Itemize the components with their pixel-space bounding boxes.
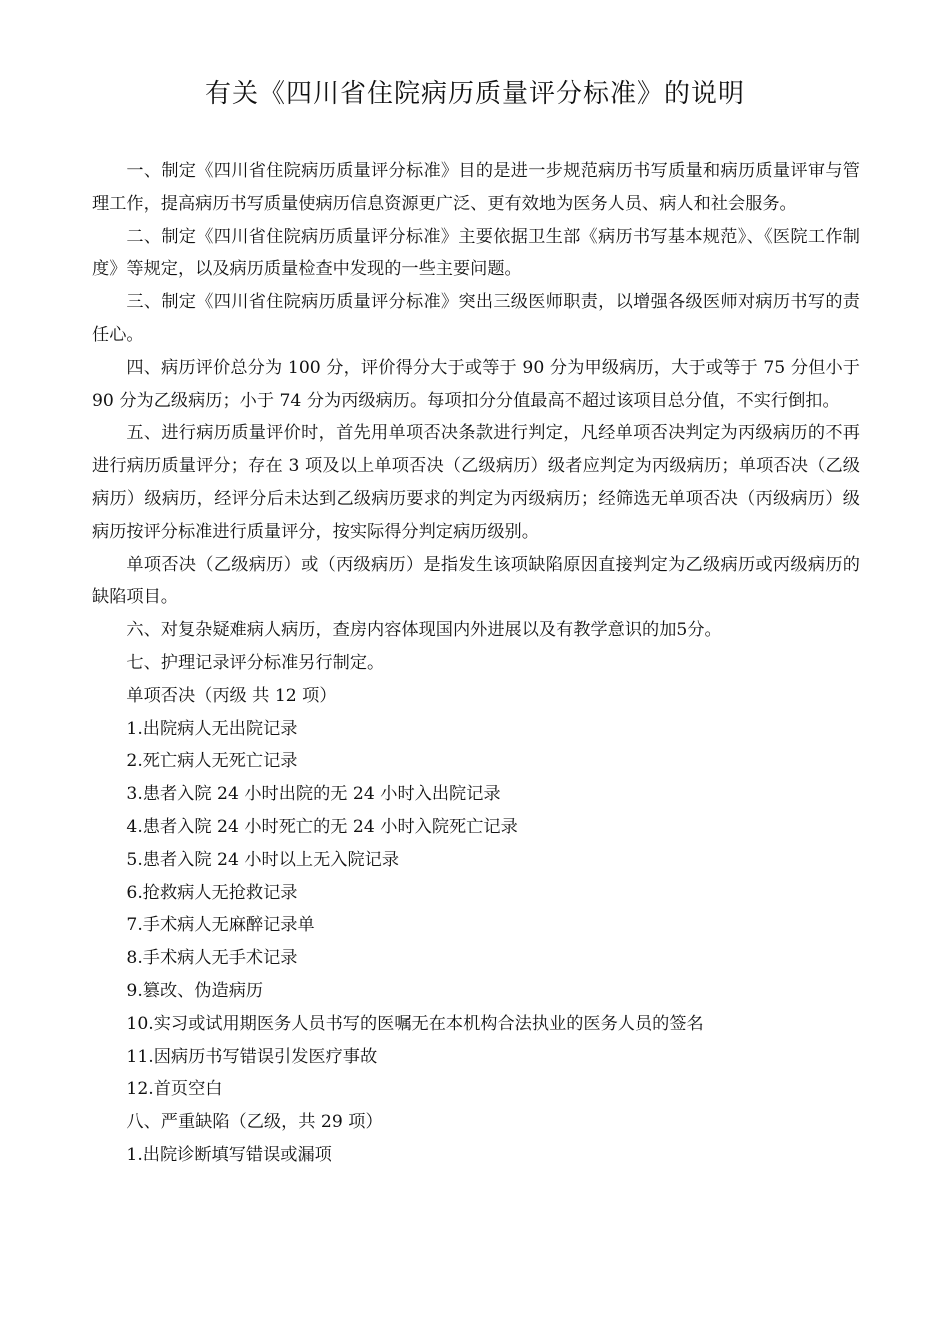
section-heading-serious-defects: 八、严重缺陷（乙级，共 29 项）: [126, 1112, 383, 1133]
list-item: 12.首页空白: [126, 1079, 223, 1100]
paragraph-evaluation-process: 五、进行病历质量评价时，首先用单项否决条款进行判定，凡经单项否决判定为丙级病历的不再进行病历质量评分；存在 3 项及以上单项否决（乙级病历）级者应判定为丙级病历；单项否决（乙级病历）级病历，经评分后未达到乙级病历要求的判定为丙级病历；经筛选无单项否决（丙级病历）级病历按评分标准进行质量评分，按实际得分判定病历级别。: [92, 423, 860, 542]
paragraph-basis: 二、制定《四川省住院病历质量评分标准》主要依据卫生部《病历书写基本规范》、《医院工作制度》等规定，以及病历质量检查中发现的一些主要问题。: [92, 226, 860, 280]
line-bonus: 六、对复杂疑难病人病历，查房内容体现国内外进展以及有教学意识的加5分。: [126, 620, 722, 641]
document-title: 有关《四川省住院病历质量评分标准》的说明: [204, 79, 745, 109]
list-item: 2.死亡病人无死亡记录: [126, 751, 298, 772]
paragraph-responsibility: 三、制定《四川省住院病历质量评分标准》突出三级医师职责，以增强各级医师对病历书写的责任心。: [92, 292, 860, 345]
list-item: 6.抢救病人无抢救记录: [126, 882, 298, 903]
line-nursing: 七、护理记录评分标准另行制定。: [126, 652, 385, 673]
list-item: 3.患者入院 24 小时出院的无 24 小时入出院记录: [126, 784, 501, 805]
list-item: 10.实习或试用期医务人员书写的医嘱无在本机构合法执业的医务人员的签名: [126, 1013, 704, 1034]
list-item: 7.手术病人无麻醉记录单: [126, 915, 315, 936]
list-item: 1.出院诊断填写错误或漏项: [126, 1144, 332, 1165]
paragraph-veto-definition: 单项否决（乙级病历）或（丙级病历）是指发生该项缺陷原因直接判定为乙级病历或丙级病历的缺陷项目。: [92, 554, 860, 608]
paragraph-purpose: 一、制定《四川省住院病历质量评分标准》目的是进一步规范病历书写质量和病历质量评审与管理工作，提高病历书写质量使病历信息资源更广泛、更有效地为医务人员、病人和社会服务。: [92, 161, 860, 214]
list-item: 4.患者入院 24 小时死亡的无 24 小时入院死亡记录: [126, 816, 518, 837]
list-item: 11.因病历书写错误引发医疗事故: [126, 1046, 378, 1067]
list-item: 5.患者入院 24 小时以上无入院记录: [126, 849, 400, 870]
section-heading-veto: 单项否决（丙级 共 12 项）: [126, 685, 337, 706]
list-item: 8.手术病人无手术记录: [126, 948, 298, 969]
list-item: 9.篡改、伪造病历: [126, 980, 264, 1001]
list-item: 1.出院病人无出院记录: [126, 718, 298, 739]
document-body: [92, 155, 860, 1172]
paragraph-scoring: 四、病历评价总分为 100 分，评价得分大于或等于 90 分为甲级病历，大于或等于 75 分但小于 90 分为乙级病历；小于 74 分为丙级病历。每项扣分分值最高不超过该项目总分值，不实行倒扣。: [92, 357, 860, 411]
